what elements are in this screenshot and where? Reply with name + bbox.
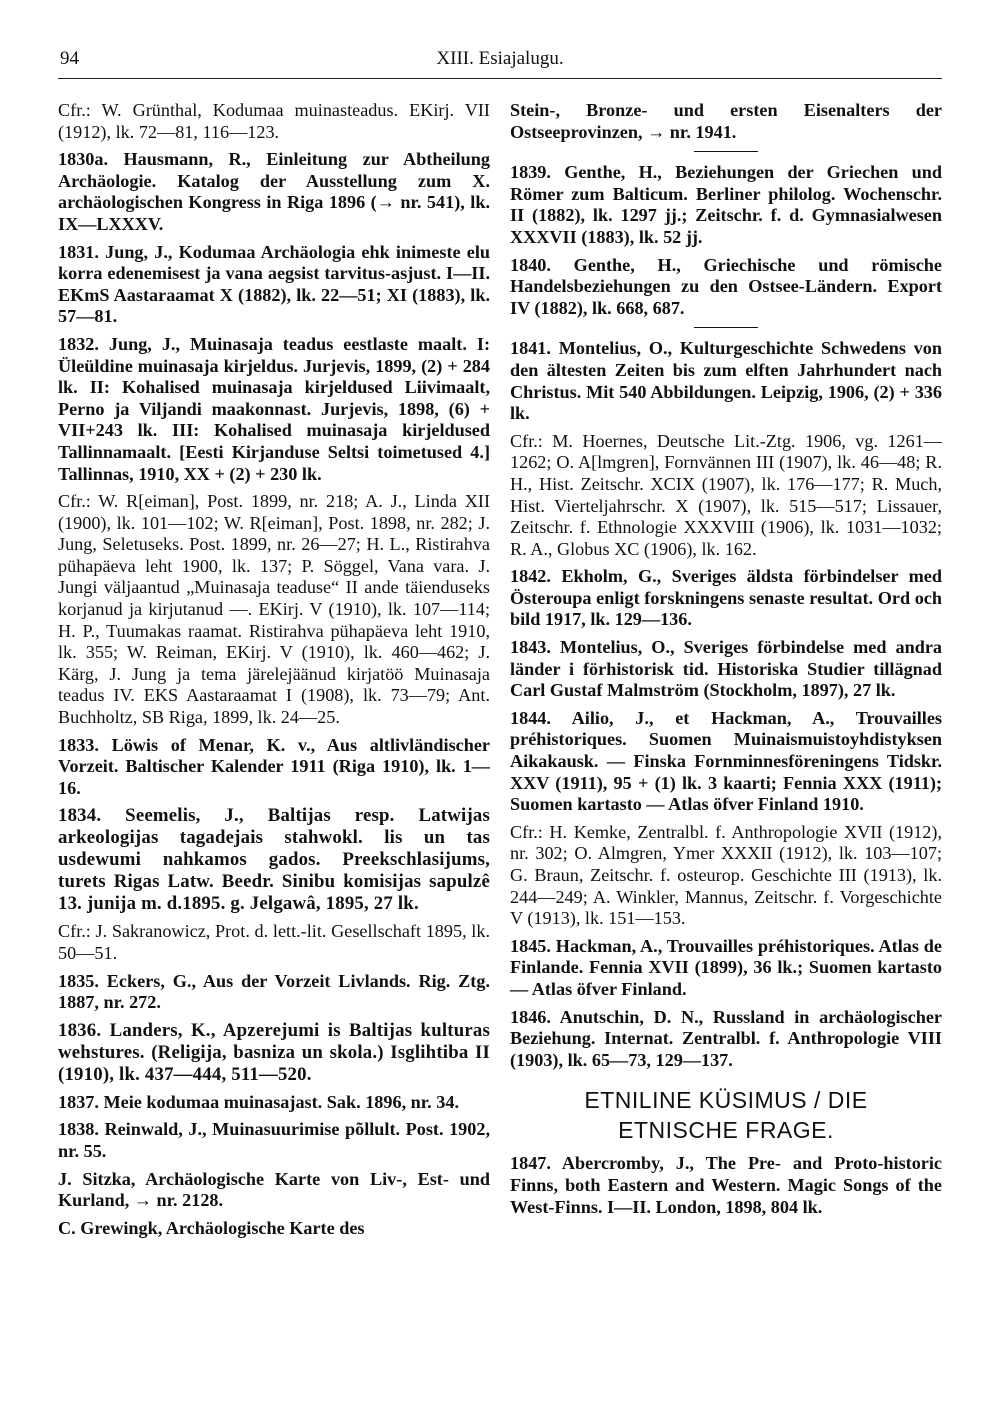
bibliography-entry: 1842. Ekholm, G., Sveriges äldsta förbindelser med Österoupa enligt forskningens senaste resultat. Ord och bild 1917, lk. 129—136. <box>510 566 942 630</box>
left-column <box>58 100 490 1245</box>
bibliography-entry: 1830a. Hausmann, R., Einleitung zur Abtheilung Archäologie. Katalog der Ausstellung zum X. archäologischen Kongress in Riga 1896 (→ nr. 541), lk. IX—LXXXV. <box>58 149 490 234</box>
citation-note: Cfr.: W. R[eiman], Post. 1899, nr. 218; A. J., Linda XII (1900), lk. 101—102; W. R[eiman], Post. 1898, nr. 282; J. Jung, Seletuseks. Post. 1899, nr. 26—27; H. L., Ristirahva pühapäeva leht 1900, lk. 137; P. Söggel, Vana vara. J. Jungi väljaantud „Muinasaja teaduse“ II ande täienduseks korjanud ja kirjutanud —. EKirj. V (1910), lk. 107—114; H. P., Tuumakas raamat. Ristirahva pühapäeva leht 1910, lk. 355; W. Reiman, EKirj. V (1910), lk. 460—462; J. Kärg, J. Jung ja tema järelejäänud kirjatöö Muinasaja teadus IV. EKS Aastaraamat I (1908), lk. 73—79; Ant. Buchholtz, SB Riga, 1899, lk. 24—25. <box>58 491 490 728</box>
header-rule <box>58 78 942 79</box>
bibliography-entry: 1832. Jung, J., Muinasaja teadus eestlaste maalt. I: Üleüldine muinasaja kirjeldus. Jurjevis, 1899, (2) + 284 lk. II: Kohalised muinasaja kirjeldused Liivimaalt, Perno ja Viljandi maakonnast. Jurjevis, 1898, (6) + VII+243 lk. III: Kohalised muinasaja kirjeldused Tallinnamaalt. [Eesti Kirjanduse Seltsi toimetused 4.] Tallinnas, 1910, XX + (2) + 230 lk. <box>58 333 490 484</box>
section-heading-line: ETNILINE KÜSIMUS / DIE <box>584 1087 868 1114</box>
bibliography-entry: Stein-, Bronze- und ersten Eisenalters der Ostseeprovinzen, → nr. 1941. <box>510 100 942 142</box>
section-separator <box>694 327 758 328</box>
bibliography-entry: 1833. Löwis of Menar, K. v., Aus altlivländischer Vorzeit. Baltischer Kalender 1911 (Riga 1910), lk. 1—16. <box>58 734 490 798</box>
section-heading <box>510 1085 942 1145</box>
bibliography-entry: 1847. Abercromby, J., The Pre- and Proto-historic Finns, both Eastern and Western. Magic Songs of the West-Finns. I—II. London, 1898, 804 lk. <box>510 1153 942 1217</box>
citation-note: Cfr.: W. Grünthal, Kodumaa muinasteadus. EKirj. VII (1912), lk. 72—81, 116—123. <box>58 100 490 142</box>
bibliography-entry: 1838. Reinwald, J., Muinasuurimise põllult. Post. 1902, nr. 55. <box>58 1119 490 1161</box>
section-heading-line: ETNISCHE FRAGE. <box>618 1117 834 1144</box>
bibliography-entry: 1837. Meie kodumaa muinasajast. Sak. 1896, nr. 34. <box>58 1091 460 1112</box>
citation-note: Cfr.: J. Sakranowicz, Prot. d. lett.-lit. Gesellschaft 1895, lk. 50—51. <box>58 921 490 963</box>
section-separator <box>694 151 758 152</box>
bibliography-entry: 1843. Montelius, O., Sveriges förbindelse med andra länder i förhistorisk tid. Historiska Studier tillägnad Carl Gustaf Malmström (Stockholm, 1897), 27 lk. <box>510 637 942 701</box>
bibliography-entry: 1836. Landers, K., Apzerejumi is Baltijas kulturas wehstures. (Religija, basniza un skola.) Isglihtiba II (1910), lk. 437—444, 511—520. <box>58 1019 490 1085</box>
bibliography-entry: 1846. Anutschin, D. N., Russland in archäologischer Beziehung. Internat. Zentralbl. f. Anthropologie VIII (1903), lk. 65—73, 129—137. <box>510 1006 942 1070</box>
bibliography-entry: 1845. Hackman, A., Trouvailles préhistoriques. Atlas de Finlande. Fennia XVII (1899), 36 lk.; Suomen kartasto — Atlas öfver Finland. <box>510 935 942 999</box>
bibliography-entry: 1834. Seemelis, J., Baltijas resp. Latwijas arkeologijas tagadejais stahwokl. lis un tas usdewumi nahkamos gados. Preekschlasijums, turets Rigas Latw. Beedr. Sinibu komisijas sapulzê 13. junija m. d.1895. g. Jelgawâ, 1895, 27 lk. <box>58 805 490 915</box>
bibliography-entry: 1839. Genthe, H., Beziehungen der Griechen und Römer zum Balticum. Berliner philolog. Wochenschr. II (1882), lk. 1297 jj.; Zeitschr. f. d. Gymnasialwesen XXXVII (1883), lk. 52 jj. <box>510 162 942 247</box>
bibliography-entry: 1835. Eckers, G., Aus der Vorzeit Livlands. Rig. Ztg. 1887, nr. 272. <box>58 970 490 1013</box>
bibliography-entry: 1841. Montelius, O., Kulturgeschichte Schwedens von den ältesten Zeiten bis zum elften Jahrhundert nach Christus. Mit 540 Abbildungen. Leipzig, 1906, (2) + 336 lk. <box>510 338 942 424</box>
page-header <box>60 48 940 78</box>
bibliography-entry: 1831. Jung, J., Kodumaa Archäologia ehk inimeste elu korra edenemisest ja vana aegsist tarvitus-asjust. I—II. EKmS Aastaraamat X (1882), lk. 22—51; XI (1883), lk. 57—81. <box>58 241 490 327</box>
bibliography-entry: 1840. Genthe, H., Griechische und römische Handelsbeziehungen zu den Ostsee-Ländern. Export IV (1882), lk. 668, 687. <box>510 254 942 318</box>
bibliography-entry: J. Sitzka, Archäologische Karte von Liv-, Est- und Kurland, → nr. 2128. <box>58 1168 490 1211</box>
page-number: 94 <box>60 48 79 69</box>
citation-note: Cfr.: M. Hoernes, Deutsche Lit.-Ztg. 1906, vg. 1261—1262; O. A[lmgren], Fornvännen III (1907), lk. 46—48; R. H., Hist. Zeitschr. XCIX (1907), lk. 176—177; R. Much, Hist. Vierteljahrschr. X (1907), lk. 515—517; Lissauer, Zeitschr. f. Ethnologie XXXVIII (1906), lk. 1031—1032; R. A., Globus XC (1906), lk. 162. <box>510 430 942 559</box>
running-head: XIII. Esiajalugu. <box>436 48 564 69</box>
bibliography-entry: C. Grewingk, Archäologische Karte des <box>58 1217 365 1238</box>
bibliography-entry: 1844. Ailio, J., et Hackman, A., Trouvailles préhistoriques. Suomen Muinaismuistoyhdistyksen Aikakausk. — Finska Fornminnesföreningens Tidskr. XXV (1911), 95 + (1) lk. 3 kaarti; Fennia XXX (1911); Suomen kartasto — Atlas öfver Finland 1910. <box>510 707 942 815</box>
right-column <box>510 100 942 1224</box>
citation-note: Cfr.: H. Kemke, Zentralbl. f. Anthropologie XVII (1912), nr. 302; O. Almgren, Ymer XXXII (1912), lk. 103—107; G. Braun, Zeitschr. f. osteurop. Geschichte III (1913), lk. 244—249; A. Winkler, Mannus, Zeitschr. f. Vorgeschichte V (1913), lk. 151—153. <box>510 821 942 929</box>
